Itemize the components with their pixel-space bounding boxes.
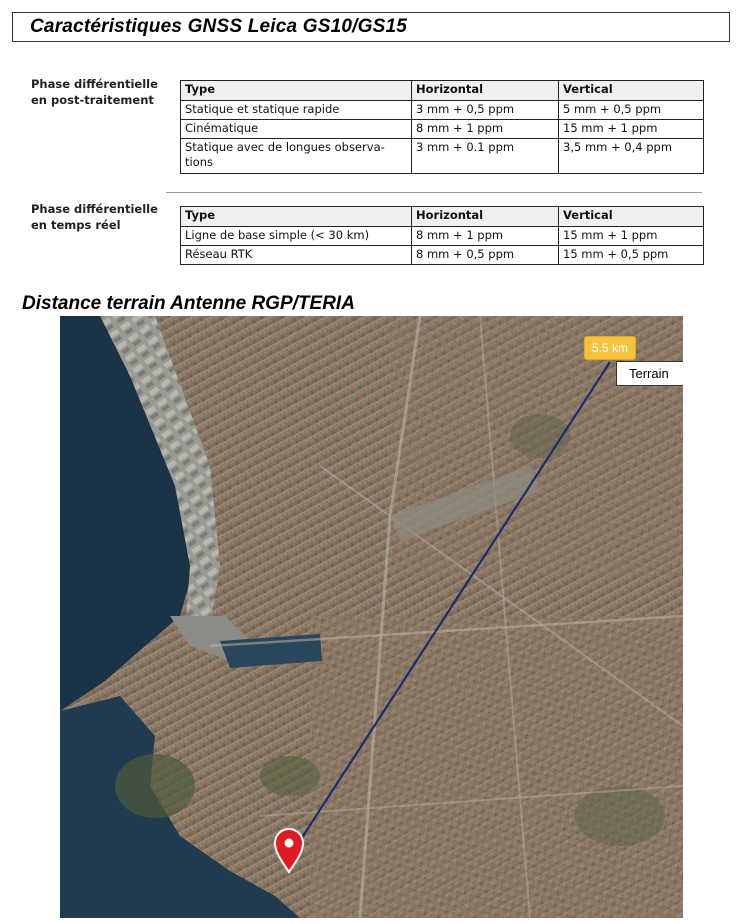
real-time-label-line-1: Phase différentielle (31, 202, 158, 216)
header-horizontal: Horizontal (412, 81, 559, 101)
terrain-label-box (616, 361, 683, 386)
cell-horizontal: 8 mm + 1 ppm (412, 227, 559, 246)
post-processing-label-line-2: en post-traitement (31, 93, 154, 107)
real-time-table (180, 206, 704, 265)
post-processing-table (180, 80, 704, 174)
table-row (181, 120, 704, 139)
cell-type: Cinématique (181, 120, 412, 139)
header-vertical: Vertical (559, 207, 704, 227)
cell-horizontal: 8 mm + 1 ppm (412, 120, 559, 139)
real-time-label-line-2: en temps réel (31, 218, 121, 232)
cell-vertical: 15 mm + 0,5 ppm (559, 246, 704, 265)
header-type: Type (181, 207, 412, 227)
table-header-row (181, 81, 704, 101)
table-row (181, 101, 704, 120)
cell-horizontal: 8 mm + 0,5 ppm (412, 246, 559, 265)
table-row (181, 227, 704, 246)
real-time-label (31, 201, 158, 233)
terrain-label: Terrain (629, 366, 669, 381)
header-type: Type (181, 81, 412, 101)
post-processing-label-line-1: Phase différentielle (31, 77, 158, 91)
distance-value: 5.5 km (591, 341, 628, 355)
table-header-row (181, 207, 704, 227)
table-row (181, 246, 704, 265)
header-horizontal: Horizontal (412, 207, 559, 227)
cell-vertical: 3,5 mm + 0,4 ppm (559, 139, 704, 174)
cell-horizontal: 3 mm + 0,5 ppm (412, 101, 559, 120)
post-processing-label (31, 76, 158, 108)
distance-badge (584, 336, 636, 360)
cell-type: Réseau RTK (181, 246, 412, 265)
satellite-map[interactable] (60, 316, 683, 918)
cell-vertical: 15 mm + 1 ppm (559, 120, 704, 139)
cell-type: Statique avec de longues observa- tions (181, 139, 412, 174)
cell-horizontal: 3 mm + 0.1 ppm (412, 139, 559, 174)
cell-vertical: 5 mm + 0,5 ppm (559, 101, 704, 120)
document-title: Caractéristiques GNSS Leica GS10/GS15 (30, 16, 408, 37)
title-box (12, 12, 730, 42)
map-title: Distance terrain Antenne RGP/TERIA (22, 293, 355, 314)
header-vertical: Vertical (559, 81, 704, 101)
cell-type: Ligne de base simple (< 30 km) (181, 227, 412, 246)
section-divider (166, 192, 702, 193)
table-row (181, 139, 704, 174)
cell-type: Statique et statique rapide (181, 101, 412, 120)
cell-vertical: 15 mm + 1 ppm (559, 227, 704, 246)
